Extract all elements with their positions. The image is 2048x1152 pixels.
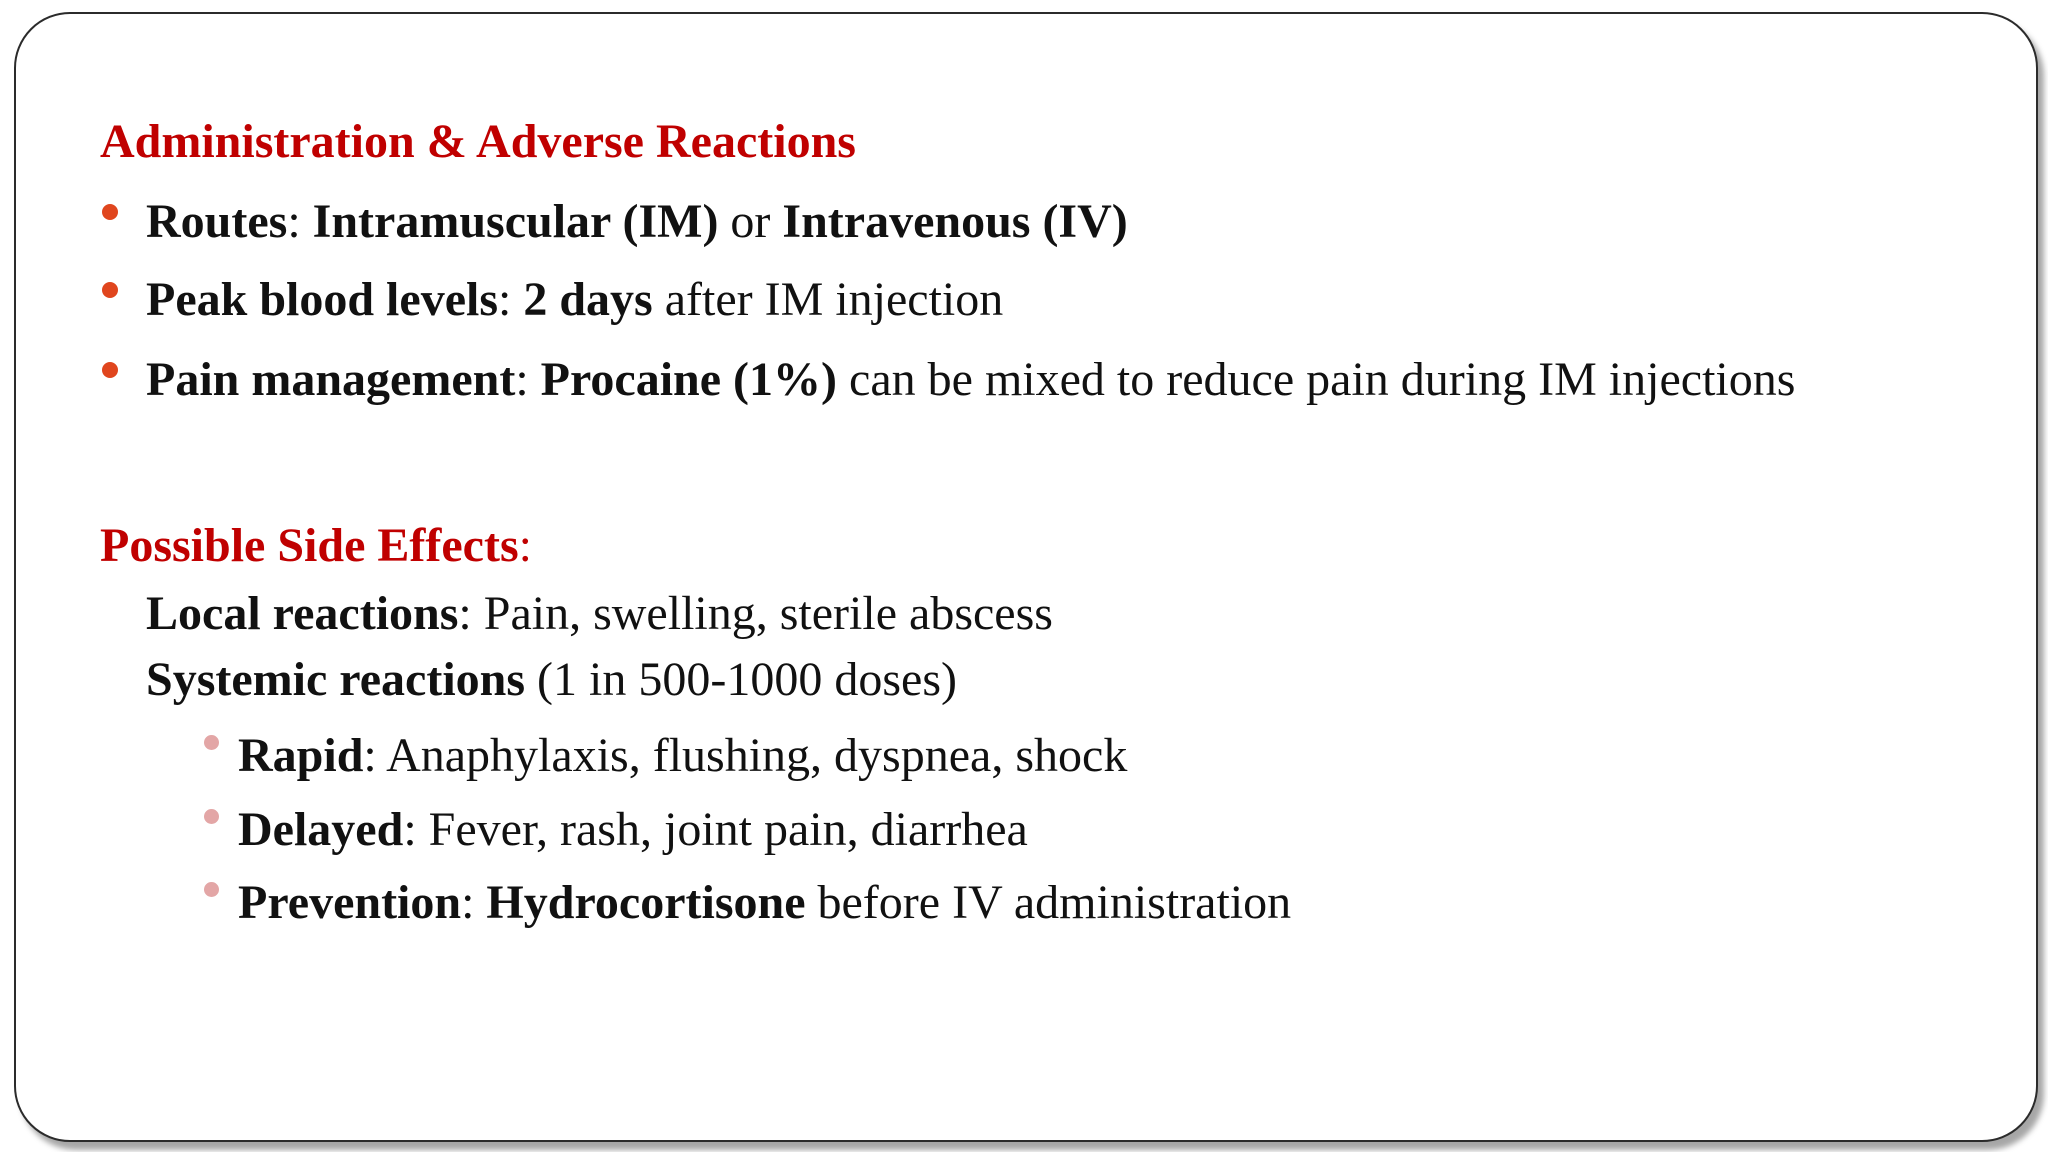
sub-bullet-prevention [238, 876, 1292, 929]
bullet-item-text: can be mixed to reduce pain during IM injections [837, 353, 1796, 406]
bullet-item-pain-management [146, 353, 1796, 406]
bullet-item-label: Pain management [146, 353, 516, 406]
bullet-icon [102, 282, 118, 298]
section-heading-text: Possible Side Effects [100, 519, 519, 572]
sub-bullet-text: : [461, 876, 487, 929]
bullet-item-value: Intravenous (IV) [782, 195, 1128, 248]
slide [14, 12, 2038, 1142]
bullet-item-label: Routes [146, 195, 288, 248]
sub-bullet-text: before IV administration [805, 876, 1292, 929]
sub-bullet-text: : Anaphylaxis, flushing, dyspnea, shock [363, 729, 1128, 782]
sub-bullet-icon [204, 882, 219, 897]
bullet-item-value: Procaine (1%) [540, 353, 838, 406]
side-effect-text: (1 in 500-1000 doses) [525, 653, 957, 706]
sub-bullet-delayed [238, 803, 1028, 856]
bullet-item-text: : [498, 273, 524, 326]
bullet-item-text: or [718, 195, 783, 248]
side-effect-systemic-reactions [146, 653, 957, 706]
section-heading-colon: : [518, 519, 532, 572]
bullet-icon [102, 362, 118, 378]
sub-bullet-text: : Fever, rash, joint pain, diarrhea [403, 803, 1028, 856]
section-heading-administration: Administration & Adverse Reactions [100, 115, 856, 168]
sub-bullet-label: Rapid [238, 729, 364, 782]
bullet-item-text: : [515, 353, 541, 406]
sub-bullet-rapid [238, 729, 1128, 782]
sub-bullet-value: Hydrocortisone [486, 876, 806, 929]
sub-bullet-label: Delayed [238, 803, 404, 856]
bullet-item-text: : [287, 195, 313, 248]
side-effect-local-reactions [146, 587, 1053, 640]
bullet-item-value: 2 days [523, 273, 653, 326]
section-heading-side-effects [100, 519, 532, 572]
bullet-item-text: after IM injection [652, 273, 1004, 326]
side-effect-label: Local reactions [146, 587, 459, 640]
side-effect-label: Systemic reactions [146, 653, 526, 706]
side-effect-text: : Pain, swelling, sterile abscess [458, 587, 1053, 640]
bullet-icon [102, 204, 118, 220]
sub-bullet-icon [204, 809, 219, 824]
bullet-item-value: Intramuscular (IM) [312, 195, 719, 248]
sub-bullet-icon [204, 735, 219, 750]
sub-bullet-label: Prevention [238, 876, 462, 929]
bullet-item-routes [146, 195, 1128, 248]
bullet-item-peak-blood-levels [146, 273, 1004, 326]
bullet-item-label: Peak blood levels [146, 273, 499, 326]
